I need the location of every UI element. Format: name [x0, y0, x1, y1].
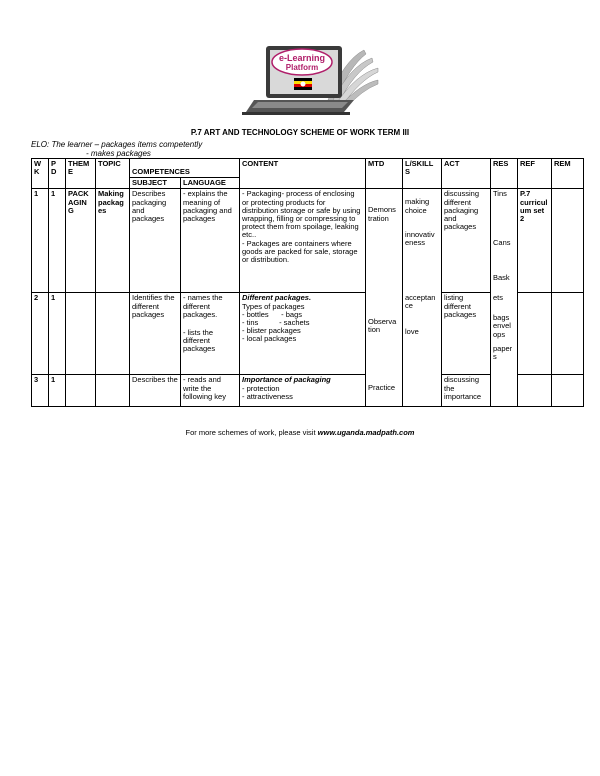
cell-mtd	[366, 293, 403, 375]
cell-subject: Describes packaging and packages	[130, 189, 181, 293]
header-act: ACT	[442, 159, 491, 189]
header-pd: P D	[49, 159, 66, 189]
cell-mtd	[366, 189, 403, 293]
cell-res	[491, 293, 518, 375]
header-subject: SUBJECT	[130, 178, 181, 189]
cell-rem	[552, 375, 584, 407]
content-paragraph: - Packaging- process of enclosing or protecting products for distribution storage or safe by using wrapping, filling or compressing to protect them from spoilage, leaking etc..	[242, 189, 361, 240]
content-list-item: - protection	[242, 383, 280, 393]
header-theme: THEM E	[66, 159, 96, 189]
header-topic: TOPIC	[96, 159, 130, 189]
cell-language	[181, 293, 240, 375]
mtd-text: Demons tration	[368, 205, 396, 223]
cell-res	[491, 189, 518, 293]
cell-lskills	[403, 189, 442, 293]
mtd-text: Observa tion	[368, 316, 397, 335]
language-text: - names the different packages.	[183, 293, 223, 319]
cell-ref	[518, 375, 552, 407]
lskills-text: love	[405, 327, 419, 337]
table-row	[32, 189, 584, 293]
uganda-flag-icon	[294, 78, 312, 90]
table-row	[32, 375, 584, 407]
elo-block	[31, 140, 202, 158]
cell-theme	[66, 293, 96, 375]
cell-theme	[66, 375, 96, 407]
content-list-item: - blister packages	[242, 326, 301, 336]
content-intro: Types of packages	[242, 301, 305, 311]
header-wk: W K	[32, 159, 49, 189]
cell-theme: PACK AGIN G	[66, 189, 96, 293]
header-language: LANGUAGE	[181, 178, 240, 189]
cell-subject: Identifies the different packages	[130, 293, 181, 375]
header-content: CONTENT	[240, 159, 366, 189]
cell-content	[240, 293, 366, 375]
lskills-text: innovativ eness	[405, 229, 435, 248]
e-learning-platform-logo	[232, 42, 380, 122]
cell-topic	[96, 375, 130, 407]
header-ref: REF	[518, 159, 552, 189]
cell-ref	[518, 293, 552, 375]
res-text: Tins	[493, 189, 507, 199]
cell-topic: Making packag es	[96, 189, 130, 293]
header-lskills: L/SKILL S	[403, 159, 442, 189]
cell-act: discussing the importance	[442, 375, 491, 407]
table-row	[32, 293, 584, 375]
cell-language: - reads and write the following key	[181, 375, 240, 407]
cell-lskills	[403, 293, 442, 375]
cell-act: discussing different packaging and packages	[442, 189, 491, 293]
cell-language: - explains the meaning of packaging and packages	[181, 189, 240, 293]
content-title: Different packages.	[242, 293, 312, 303]
res-text: Bask	[493, 272, 510, 282]
logo-line2: Platform	[285, 63, 319, 72]
scheme-of-work-table	[31, 158, 584, 407]
cell-act: listing different packages	[442, 293, 491, 375]
content-list-item: - bottles - bags	[242, 309, 303, 319]
lskills-text: making choice	[405, 197, 430, 215]
header-res: RES	[491, 159, 518, 189]
footer-link[interactable]: www.uganda.madpath.com	[317, 428, 415, 437]
cell-content	[240, 375, 366, 407]
elo-line-1: ELO: The learner – packages items competently	[31, 140, 203, 149]
content-title: Importance of packaging	[242, 375, 331, 385]
cell-pd: 1	[49, 375, 66, 407]
res-text: bags envel ops	[493, 313, 511, 339]
language-text: - lists the different packages	[183, 328, 216, 354]
cell-wk: 3	[32, 375, 49, 407]
content-list-item: - attractiveness	[242, 391, 293, 401]
lskills-text: acceptan ce	[405, 292, 436, 311]
cell-wk: 2	[32, 293, 49, 375]
res-text: paper s	[493, 343, 513, 361]
document-title: P.7 ART AND TECHNOLOGY SCHEME OF WORK TERM III	[190, 128, 410, 137]
cell-pd: 1	[49, 293, 66, 375]
header-competences: COMPETENCES	[130, 159, 240, 178]
footer-text: For more schemes of work, please visit	[185, 428, 318, 437]
cell-lskills	[403, 375, 442, 407]
content-paragraph: - Packages are containers where goods are packed for sale, storage or distribution.	[242, 238, 358, 265]
cell-rem	[552, 189, 584, 293]
content-list-item: - local packages	[242, 334, 297, 344]
cell-wk: 1	[32, 189, 49, 293]
header-mtd: MTD	[366, 159, 403, 189]
cell-ref: P.7 curricul um set 2	[518, 189, 552, 293]
content-list-item: - tins - sachets	[242, 318, 310, 328]
logo-line1: e-Learning	[278, 53, 326, 63]
header-rem: REM	[552, 159, 584, 189]
cell-res	[491, 375, 518, 407]
cell-pd: 1	[49, 189, 66, 293]
footer-note	[0, 428, 600, 437]
cell-mtd	[366, 375, 403, 407]
cell-rem	[552, 293, 584, 375]
header-row	[32, 159, 584, 178]
elo-line-2: - makes packages	[86, 149, 151, 158]
res-text: ets	[493, 292, 504, 302]
mtd-text: Practice	[368, 382, 396, 392]
res-text: Cans	[493, 237, 511, 247]
cell-subject: Describes the	[130, 375, 181, 407]
cell-topic	[96, 293, 130, 375]
cell-content	[240, 189, 366, 293]
